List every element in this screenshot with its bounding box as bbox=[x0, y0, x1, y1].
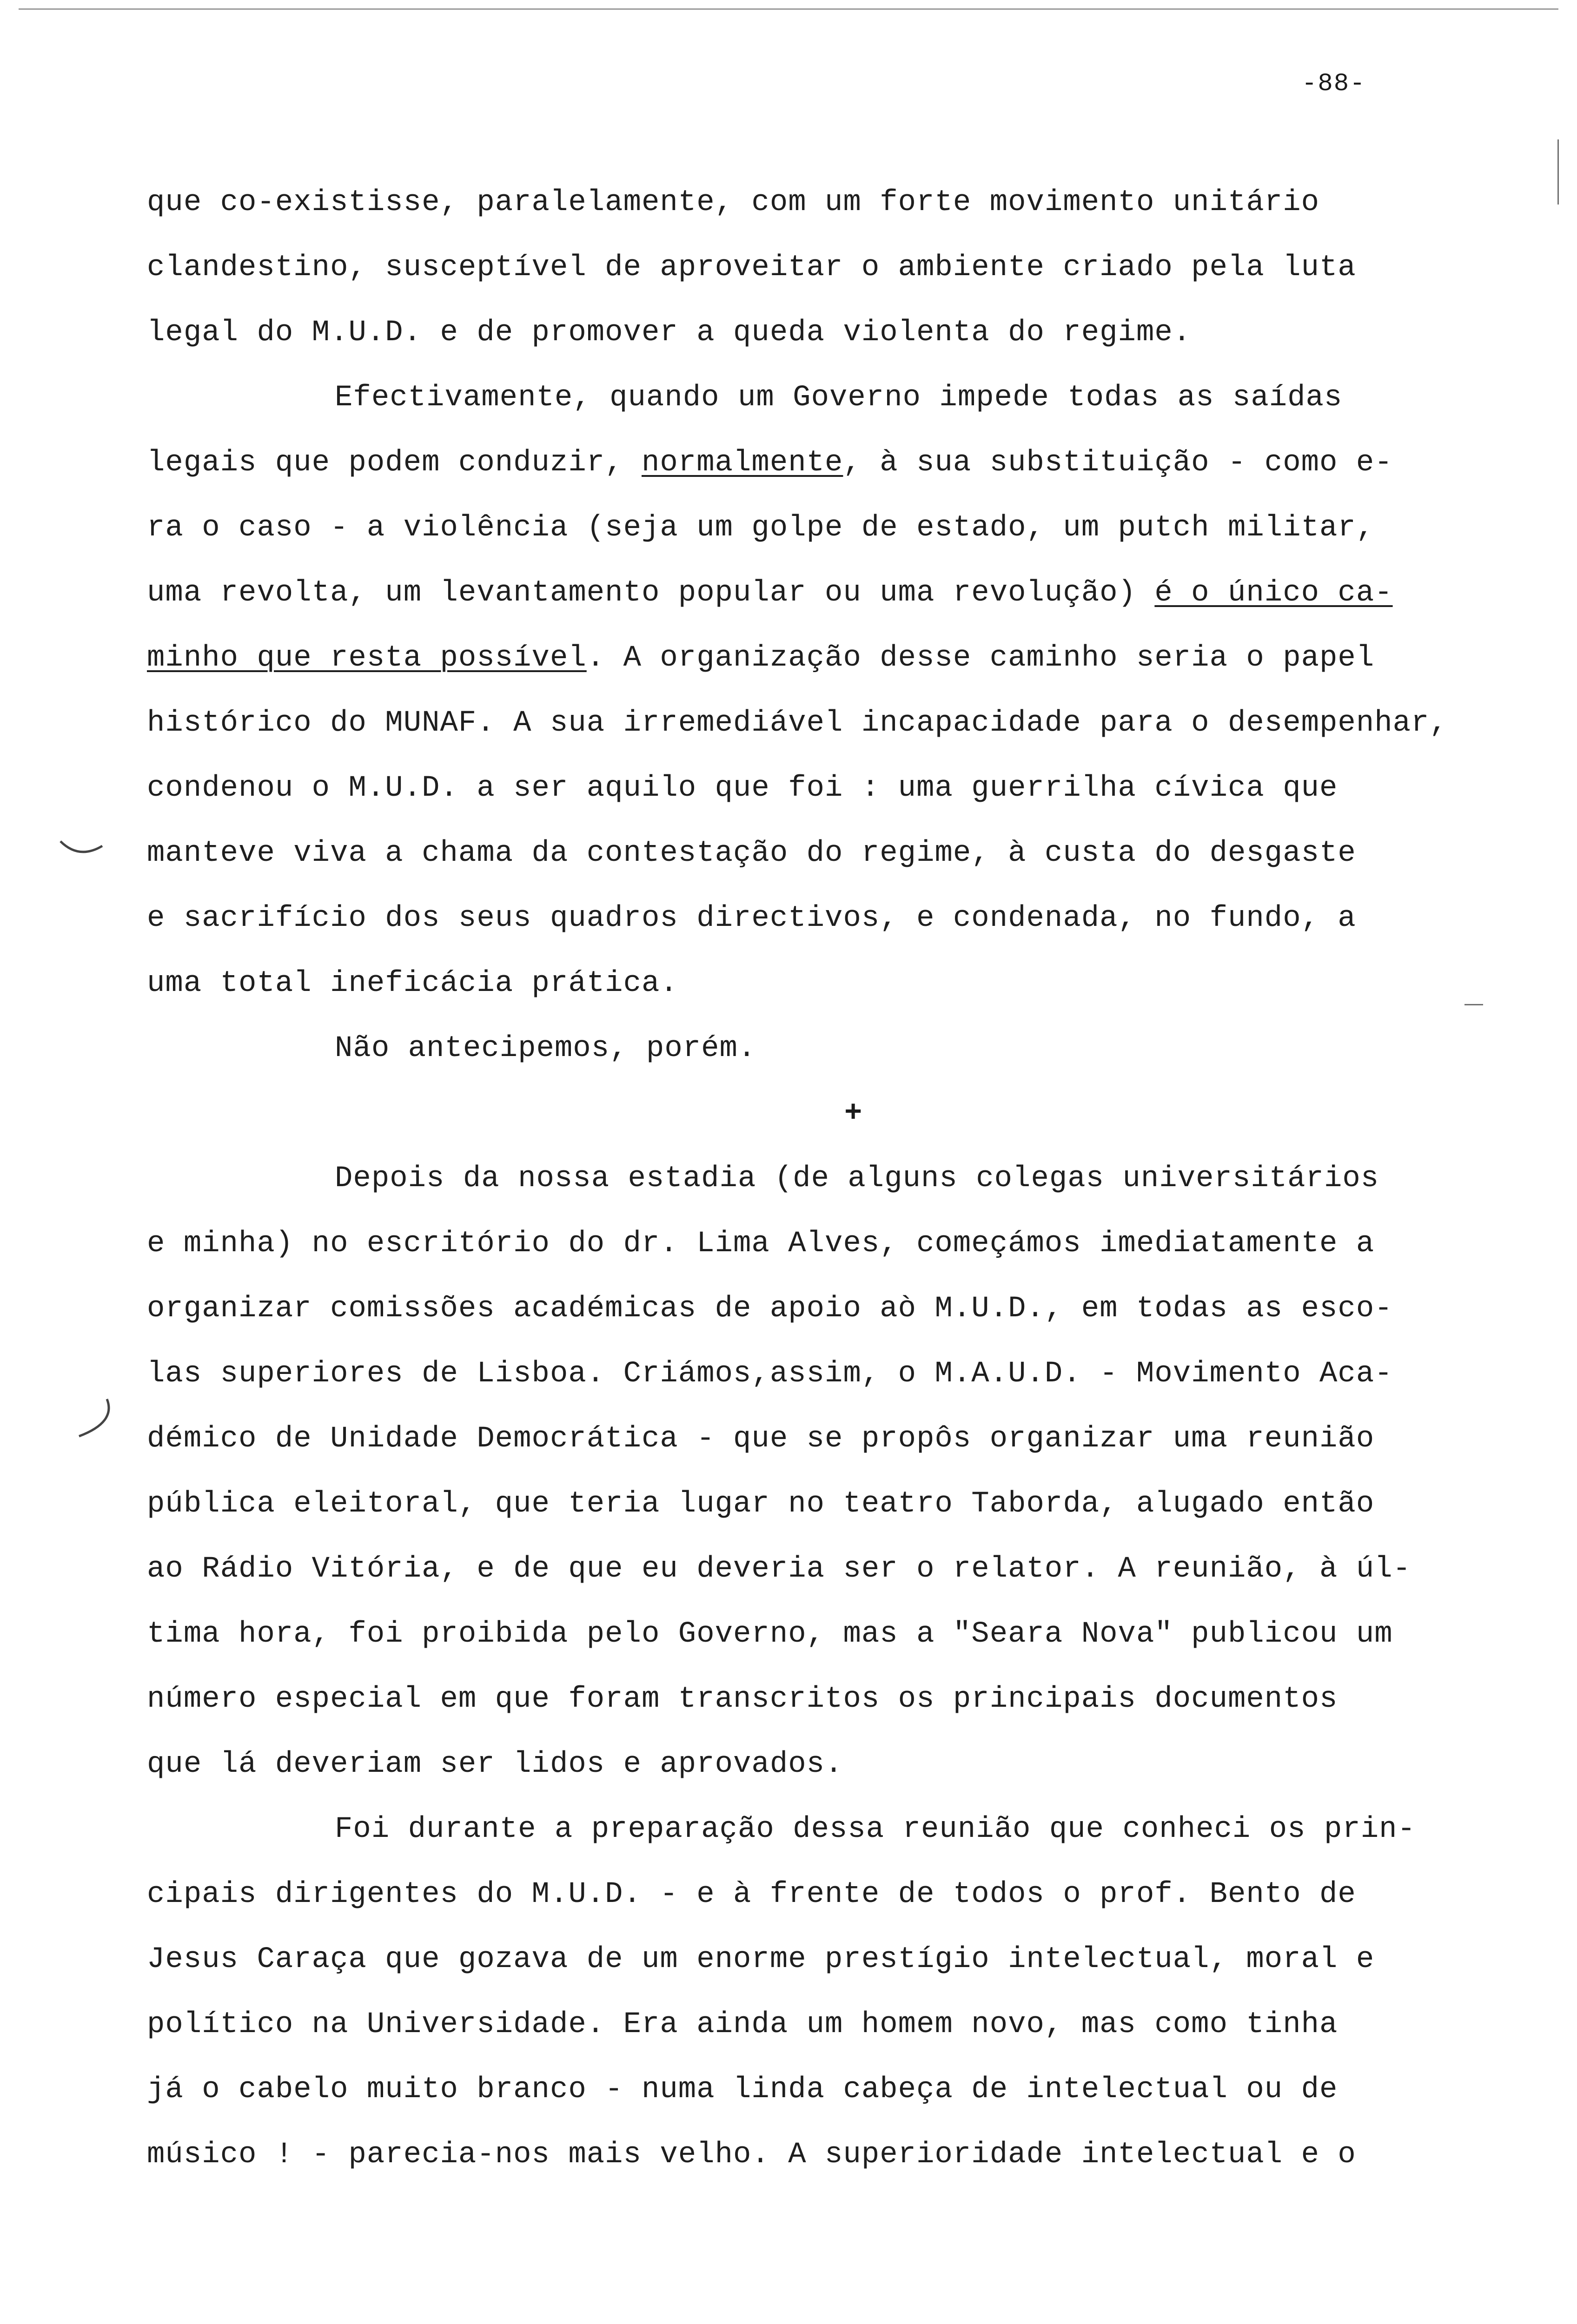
text-line: legais que podem conduzir, normalmente, à sua substituição - como e- bbox=[147, 446, 1393, 480]
section-separator: + bbox=[844, 1097, 862, 1130]
underlined-phrase: minho que resta possível bbox=[147, 641, 587, 675]
text-line: tima hora, foi proibida pelo Governo, mas a "Seara Nova" publicou um bbox=[147, 1618, 1393, 1651]
text-line: pública eleitoral, que teria lugar no teatro Taborda, alugado então bbox=[147, 1487, 1375, 1521]
text-line: démico de Unidade Democrática - que se propôs organizar uma reunião bbox=[147, 1422, 1375, 1456]
top-edge-line bbox=[19, 8, 1558, 10]
scan-dash bbox=[1464, 1004, 1483, 1005]
text-line: Depois da nossa estadia (de alguns colegas universitários bbox=[335, 1162, 1379, 1195]
text-line: e sacrifício dos seus quadros directivos, e condenada, no fundo, a bbox=[147, 902, 1356, 935]
text-line: que lá deveriam ser lidos e aprovados. bbox=[147, 1748, 843, 1781]
text-line: Foi durante a preparação dessa reunião que conheci os prin- bbox=[335, 1813, 1416, 1846]
text-line: uma total ineficácia prática. bbox=[147, 967, 678, 1000]
text-line: ao Rádio Vitória, e de que eu deveria ser o relator. A reunião, à úl- bbox=[147, 1552, 1411, 1586]
text-line: músico ! - parecia-nos mais velho. A superioridade intelectual e o bbox=[147, 2138, 1356, 2172]
text-line: Efectivamente, quando um Governo impede todas as saídas bbox=[335, 381, 1343, 415]
text-line: Não antecipemos, porém. bbox=[335, 1032, 756, 1065]
text-line: cipais dirigentes do M.U.D. - e à frente de todos o prof. Bento de bbox=[147, 1878, 1356, 1911]
text-line: número especial em que foram transcritos os principais documentos bbox=[147, 1683, 1338, 1716]
text-line: histórico do MUNAF. A sua irremediável incapacidade para o desempenhar, bbox=[147, 706, 1448, 740]
text-line: condenou o M.U.D. a ser aquilo que foi : uma guerrilha cívica que bbox=[147, 772, 1338, 805]
text-line: ra o caso - a violência (seja um golpe de estado, um putch militar, bbox=[147, 511, 1375, 545]
text-line: e minha) no escritório do dr. Lima Alves, começámos imediatamente a bbox=[147, 1227, 1375, 1261]
page-number: -88- bbox=[1302, 70, 1366, 98]
text-line: Jesus Caraça que gozava de um enorme prestígio intelectual, moral e bbox=[147, 1943, 1375, 1976]
text-line: organizar comissões académicas de apoio aò M.U.D., em todas as esco- bbox=[147, 1292, 1393, 1326]
text-line: político na Universidade. Era ainda um homem novo, mas como tinha bbox=[147, 2008, 1338, 2041]
margin-scan-mark bbox=[70, 1394, 121, 1446]
text-line: las superiores de Lisboa. Criámos,assim, o M.A.U.D. - Movimento Aca- bbox=[147, 1357, 1393, 1391]
text-line: que co-existisse, paralelamente, com um forte movimento unitário bbox=[147, 186, 1319, 219]
underlined-phrase: normalmente bbox=[641, 446, 843, 480]
margin-scan-mark bbox=[56, 832, 112, 869]
underlined-phrase: é o único ca- bbox=[1154, 576, 1393, 610]
text-line: manteve viva a chama da contestação do regime, à custa do desgaste bbox=[147, 837, 1356, 870]
text-line: já o cabelo muito branco - numa linda cabeça de intelectual ou de bbox=[147, 2073, 1338, 2106]
text-line: uma revolta, um levantamento popular ou uma revolução) é o único ca- bbox=[147, 576, 1393, 610]
text-line: minho que resta possível. A organização desse caminho seria o papel bbox=[147, 641, 1375, 675]
scan-edge-line bbox=[1557, 139, 1559, 205]
text-line: legal do M.U.D. e de promover a queda violenta do regime. bbox=[147, 316, 1192, 350]
text-line: clandestino, susceptível de aproveitar o ambiente criado pela luta bbox=[147, 251, 1356, 284]
